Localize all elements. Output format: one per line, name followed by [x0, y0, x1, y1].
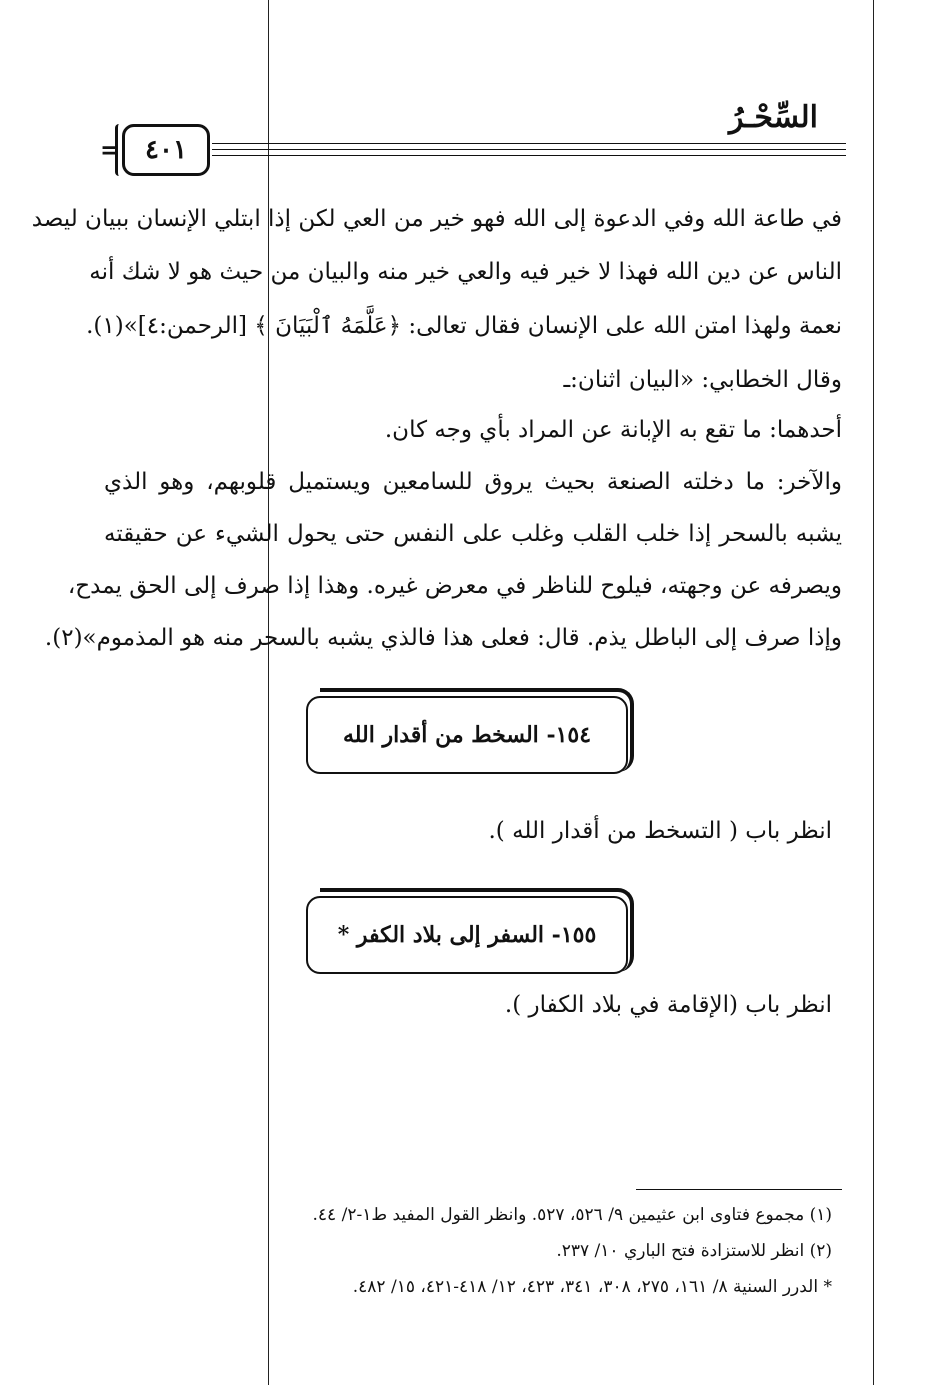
footnote: (٢) انظر للاستزادة فتح الباري ١٠/ ٢٣٧. — [556, 1241, 832, 1261]
text-line: وإذا صرف إلى الباطل يذم. قال: فعلى هذا فالذي يشبه بالسحر منه هو المذموم»(٢). — [44, 625, 842, 651]
text-line: في طاعة الله وفي الدعوة إلى الله فهو خير من العي لكن إذا ابتلي الإنسان ببيان ليصد — [31, 206, 842, 232]
footnote: (١) مجموع فتاوى ابن عثيمين ٩/ ٥٢٦، ٥٢٧. وانظر القول المفيد ط١-٢/ ٤٤. — [312, 1205, 832, 1225]
header-rule — [212, 155, 846, 156]
text-line: أحدهما: ما تقع به الإبانة عن المراد بأي وجه كان. — [384, 417, 842, 443]
section-heading-box — [306, 696, 628, 774]
section-heading: ١٥٥- السفر إلى بلاد الكفر * — [337, 922, 597, 948]
scan-margin-line-right — [873, 0, 874, 1385]
text-line: وقال الخطابي: «البيان اثنان:ـ — [563, 367, 842, 393]
header-mark: = — [100, 135, 121, 164]
text-line: والآخر: ما دخلته الصنعة بحيث يروق للسامعين ويستميل قلوبهم، وهو الذي — [104, 469, 842, 495]
chapter-title: السِّحْـرُ — [729, 100, 818, 135]
section-heading: ١٥٤- السخط من أقدار الله — [342, 722, 592, 748]
text-line: الناس عن دين الله فهذا لا خير فيه والعي خير منه والبيان من حيث هو لا شك أنه — [89, 259, 842, 285]
footnote-rule — [636, 1189, 842, 1190]
footnote: * الدرر السنية ٨/ ١٦١، ٢٧٥، ٣٠٨، ٣٤١، ٤٢٣، ١٢/ ٤١٨-٤٢١، ١٥/ ٤٨٢. — [352, 1277, 832, 1297]
section-heading-box — [306, 896, 628, 974]
header-rule — [212, 149, 846, 150]
text-line: نعمة ولهذا امتن الله على الإنسان فقال تعالى: ﴿عَلَّمَهُ ٱلْبَيَانَ ﴾ [الرحمن:٤]»(١). — [86, 313, 842, 339]
cross-reference: انظر باب (الإقامة في بلاد الكفار ). — [504, 992, 832, 1018]
text-line: يشبه بالسحر إذا خلب القلب وغلب على النفس حتى يحول الشيء عن حقيقته — [104, 521, 842, 547]
cross-reference: انظر باب ( التسخط من أقدار الله ). — [488, 818, 832, 844]
header-rule — [212, 143, 846, 144]
text-line: ويصرفه عن وجهته، فيلوح للناظر في معرض غيره. وهذا إذا صرف إلى الحق يمدح، — [67, 573, 842, 599]
page-number: ٤٠١ — [122, 124, 210, 176]
